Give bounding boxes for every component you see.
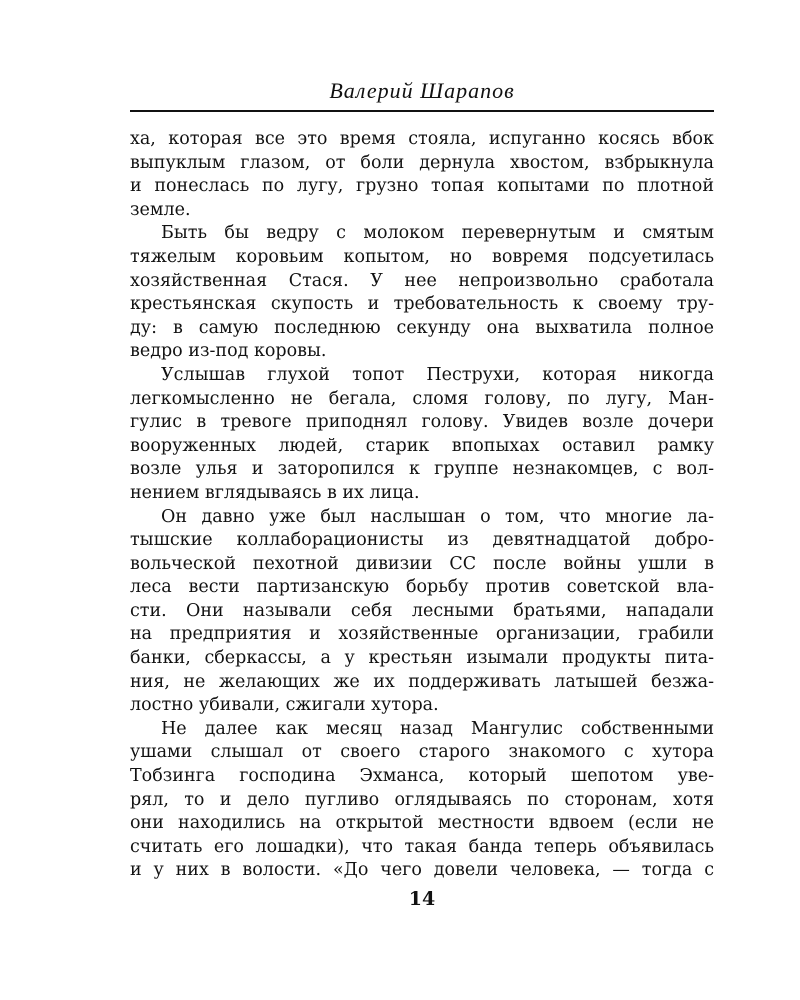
- text-line: выпуклым глазом, от боли дернула хвостом, взбрыкнула: [130, 152, 714, 173]
- text-line: ду: в самую последнюю секунду она выхватила полное: [130, 317, 714, 338]
- text-line: считать его лошадки), что такая банда теперь объявилась: [130, 836, 714, 857]
- paragraph-5: [130, 718, 714, 883]
- text-line: на предприятия и хозяйственные организации, грабили: [130, 624, 714, 645]
- text-line: лостно убивали, сжигали хутора.: [130, 695, 439, 716]
- paragraph-3: [130, 364, 714, 506]
- text-line: леса вести партизанскую борьбу против советской вла-: [130, 577, 714, 598]
- text-line: легкомысленно не бегала, сломя голову, по лугу, Ман-: [130, 388, 714, 409]
- page-number: 14: [408, 888, 436, 910]
- text-line: вооруженных людей, старик впопыхах оставил рамку: [130, 435, 714, 456]
- text-line: ния, не желающих же их поддерживать латышей безжа-: [130, 671, 714, 692]
- text-line: хозяйственная Стася. У нее непроизвольно сработала: [130, 270, 714, 291]
- header-rule: [130, 110, 714, 112]
- text-line: тяжелым коровьим копытом, но вовремя подсуетилась: [130, 246, 714, 267]
- text-line: банки, сберкассы, а у крестьян изымали продукты пита-: [130, 648, 714, 669]
- text-line: тышские коллаборационисты из девятнадцатой добро-: [130, 530, 714, 551]
- text-line: и понеслась по лугу, грузно топая копытами по плотной: [130, 176, 714, 197]
- paragraph-4: [130, 506, 714, 718]
- text-line: возле улья и заторопился к группе незнакомцев, с вол-: [130, 459, 714, 480]
- text-line: они находились на открытой местности вдвоем (если не: [130, 813, 714, 834]
- text-line: крестьянская скупость и требовательность к своему тру-: [130, 294, 714, 315]
- text-line: ведро из-под коровы.: [130, 341, 327, 362]
- text-line: Услышав глухой топот Пеструхи, которая никогда: [161, 364, 714, 385]
- text-line: Тобзинга господина Эхманса, который шепотом уве-: [130, 766, 714, 787]
- text-line: ушами слышал от своего старого знакомого с хутора: [130, 742, 714, 763]
- running-head-author: Валерий Шарапов: [329, 78, 515, 103]
- text-line: вольческой пехотной дивизии СС после войны ушли в: [130, 553, 714, 574]
- text-line: ха, которая все это время стояла, испуганно косясь вбок: [130, 129, 714, 149]
- text-line: и у них в волости. «До чего довели человека, — тогда с: [130, 860, 714, 881]
- text-line: земле.: [130, 199, 191, 220]
- paragraph-1: [130, 128, 714, 222]
- text-line: рял, то и дело пугливо оглядываясь по сторонам, хотя: [130, 789, 714, 810]
- text-line: Он давно уже был наслышан о том, что многие ла-: [161, 506, 714, 527]
- text-line: гулис в тревоге приподнял голову. Увидев возле дочери: [130, 412, 714, 433]
- text-line: нением вглядываясь в их лица.: [130, 482, 420, 503]
- text-line: Не далее как месяц назад Мангулис собственными: [161, 718, 714, 739]
- body-text: [130, 128, 714, 883]
- paragraph-2: [130, 222, 714, 364]
- text-line: сти. Они называли себя лесными братьями, нападали: [130, 600, 714, 621]
- text-line: Быть бы ведру с молоком перевернутым и смятым: [161, 223, 714, 244]
